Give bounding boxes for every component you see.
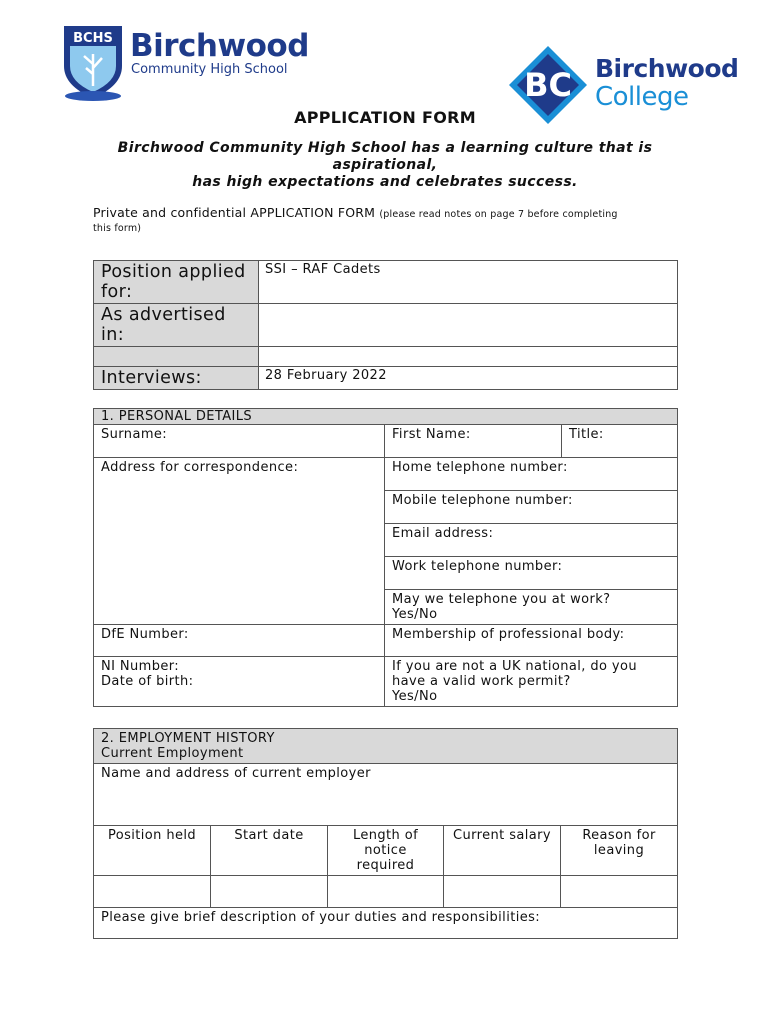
may-we-call-field[interactable]	[385, 590, 678, 625]
address-label: Address for correspondence:	[101, 460, 299, 475]
personal-header: 1. PERSONAL DETAILS	[94, 409, 678, 425]
dfe-field[interactable]	[94, 625, 385, 657]
work-phone-label: Work telephone number:	[392, 559, 563, 574]
duties-field[interactable]	[94, 908, 678, 939]
mobile-phone-field[interactable]	[385, 491, 678, 524]
position-table	[93, 260, 678, 390]
start-date-input[interactable]	[211, 876, 328, 908]
col-position-held: Position held	[94, 826, 211, 876]
title-label: Title:	[569, 427, 604, 442]
ni-dob-field[interactable]	[94, 657, 385, 707]
tagline	[90, 140, 680, 191]
employment-subheader: Current Employment	[101, 746, 244, 761]
salary-input[interactable]	[444, 876, 561, 908]
may-we-call-label: May we telephone you at work?	[392, 592, 611, 607]
col-start-date: Start date	[211, 826, 328, 876]
employment-header-title: 2. EMPLOYMENT HISTORY	[101, 731, 275, 746]
position-value[interactable]: SSI – RAF Cadets	[259, 261, 678, 304]
employment-history-table	[93, 728, 678, 939]
intro-text	[93, 206, 693, 236]
employment-header	[94, 729, 678, 764]
permit-field[interactable]	[385, 657, 678, 707]
permit-yes-no[interactable]: Yes/No	[392, 689, 438, 704]
bchs-logo	[60, 20, 309, 102]
position-label: Position applied for:	[94, 261, 259, 304]
college-name-line2: College	[595, 82, 689, 112]
email-field[interactable]	[385, 524, 678, 557]
title-field[interactable]	[562, 425, 678, 458]
dob-label: Date of birth:	[101, 674, 194, 689]
school-name: Birchwood	[130, 28, 309, 64]
college-badge-text: BC	[524, 66, 572, 104]
dfe-label: DfE Number:	[101, 627, 189, 642]
interviews-value[interactable]: 28 February 2022	[259, 367, 678, 390]
college-name-line1: Birchwood	[595, 54, 739, 83]
surname-label: Surname:	[101, 427, 168, 442]
employer-label: Name and address of current employer	[101, 766, 371, 781]
employer-field[interactable]	[94, 764, 678, 826]
bchs-badge-text: BCHS	[73, 31, 113, 46]
col-notice: Length of notice required	[328, 826, 444, 876]
tagline-line1: Birchwood Community High School has a learning culture that is aspirational,	[117, 140, 653, 173]
blank-value[interactable]	[259, 347, 678, 367]
notice-input[interactable]	[328, 876, 444, 908]
intro-main: Private and confidential APPLICATION FORM	[93, 205, 376, 220]
advertised-label: As advertised in:	[94, 304, 259, 347]
mobile-phone-label: Mobile telephone number:	[392, 493, 573, 508]
school-subtitle: Community High School	[131, 62, 288, 77]
tagline-line2: has high expectations and celebrates success.	[192, 174, 578, 190]
reason-input[interactable]	[561, 876, 678, 908]
home-phone-field[interactable]	[385, 458, 678, 491]
duties-label: Please give brief description of your duties and responsibilities:	[101, 910, 541, 925]
position-held-input[interactable]	[94, 876, 211, 908]
email-label: Email address:	[392, 526, 494, 541]
page-title: APPLICATION FORM	[294, 108, 476, 127]
personal-details-table	[93, 408, 678, 707]
blank-label	[94, 347, 259, 367]
intro-note-a: (please read notes on page 7 before completing	[379, 209, 618, 220]
advertised-value[interactable]	[259, 304, 678, 347]
home-phone-label: Home telephone number:	[392, 460, 568, 475]
col-salary: Current salary	[444, 826, 561, 876]
intro-note-b: this form)	[93, 223, 142, 234]
first-name-field[interactable]	[385, 425, 562, 458]
bchs-shield-icon	[60, 20, 126, 102]
address-field[interactable]	[94, 458, 385, 625]
interviews-label: Interviews:	[94, 367, 259, 390]
permit-label: If you are not a UK national, do you have a valid work permit?	[392, 659, 637, 689]
ni-label: NI Number:	[101, 659, 180, 674]
work-phone-field[interactable]	[385, 557, 678, 590]
membership-label: Membership of professional body:	[392, 627, 625, 642]
membership-field[interactable]	[385, 625, 678, 657]
may-we-call-yes-no[interactable]: Yes/No	[392, 607, 438, 622]
col-reason: Reason for leaving	[561, 826, 678, 876]
surname-field[interactable]	[94, 425, 385, 458]
first-name-label: First Name:	[392, 427, 471, 442]
